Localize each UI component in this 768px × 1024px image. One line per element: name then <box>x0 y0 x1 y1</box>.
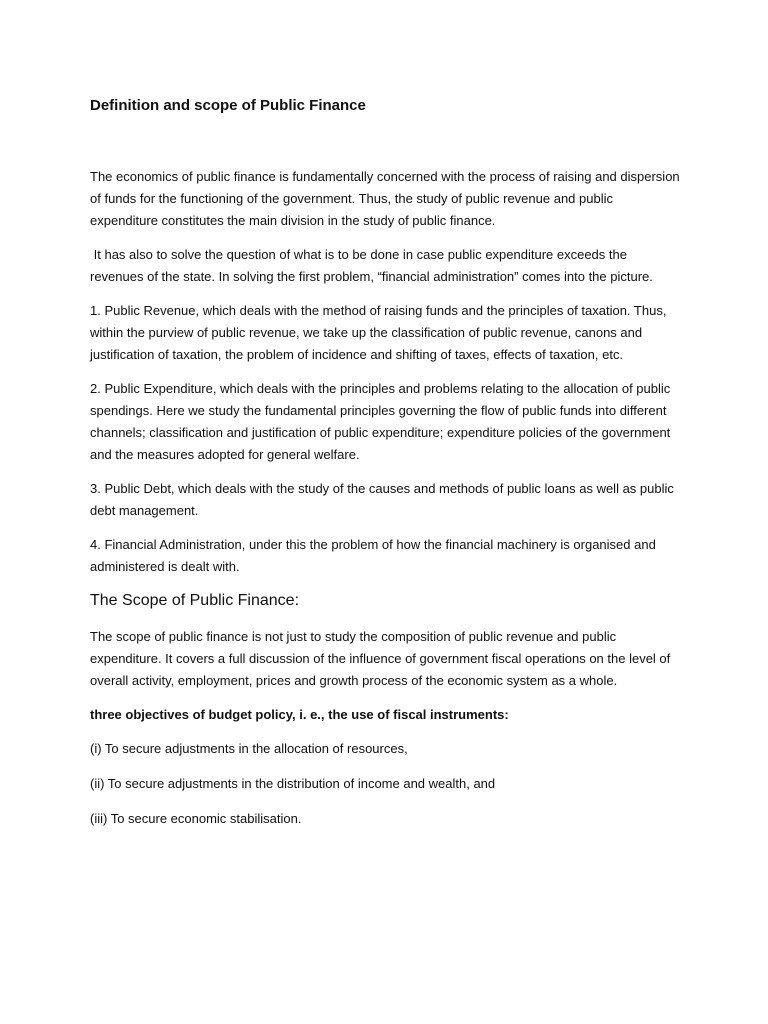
document-body <box>90 96 680 843</box>
document-title: Definition and scope of Public Finance <box>90 97 366 114</box>
objective-item: (ii) To secure adjustments in the distribution of income and wealth, and <box>90 776 496 791</box>
paragraph-public-expenditure: 2. Public Expenditure, which deals with the principles and problems relating to the allocation of public spendings. Here we study the fundamental principles governing the flow of public funds into different channels; classification and justification of public expenditure; expenditure policies of the government and the measures adopted for general welfare. <box>90 381 671 462</box>
objective-item: (i) To secure adjustments in the allocation of resources, <box>90 741 408 756</box>
paragraph-public-revenue: 1. Public Revenue, which deals with the method of raising funds and the principles of taxation. Thus, within the purview of public revenue, we take up the classification of public revenue, canons and justification of taxation, the problem of incidence and shifting of taxes, effects of taxation, etc. <box>90 303 667 362</box>
paragraph-scope: The scope of public finance is not just to study the composition of public revenue and public expenditure. It covers a full discussion of the influence of government fiscal operations on the level of overall activity, employment, prices and growth process of the economic system as a whole. <box>90 629 671 688</box>
objective-item: (iii) To secure economic stabilisation. <box>90 811 302 826</box>
paragraph-intro: The economics of public finance is fundamentally concerned with the process of raising and dispersion of funds for the functioning of the government. Thus, the study of public revenue and public expenditure constitutes the main division in the study of public finance. <box>90 169 680 228</box>
objectives-heading: three objectives of budget policy, i. e., the use of fiscal instruments: <box>90 707 509 722</box>
paragraph-financial-administration: 4. Financial Administration, under this the problem of how the financial machinery is organised and administered is dealt with. <box>90 537 656 574</box>
paragraph-question: It has also to solve the question of what is to be done in case public expenditure exceeds the revenues of the state. In solving the first problem, “financial administration” comes into the picture. <box>90 247 653 284</box>
scope-heading: The Scope of Public Finance: <box>90 592 300 609</box>
paragraph-public-debt: 3. Public Debt, which deals with the study of the causes and methods of public loans as well as public debt management. <box>90 481 674 518</box>
